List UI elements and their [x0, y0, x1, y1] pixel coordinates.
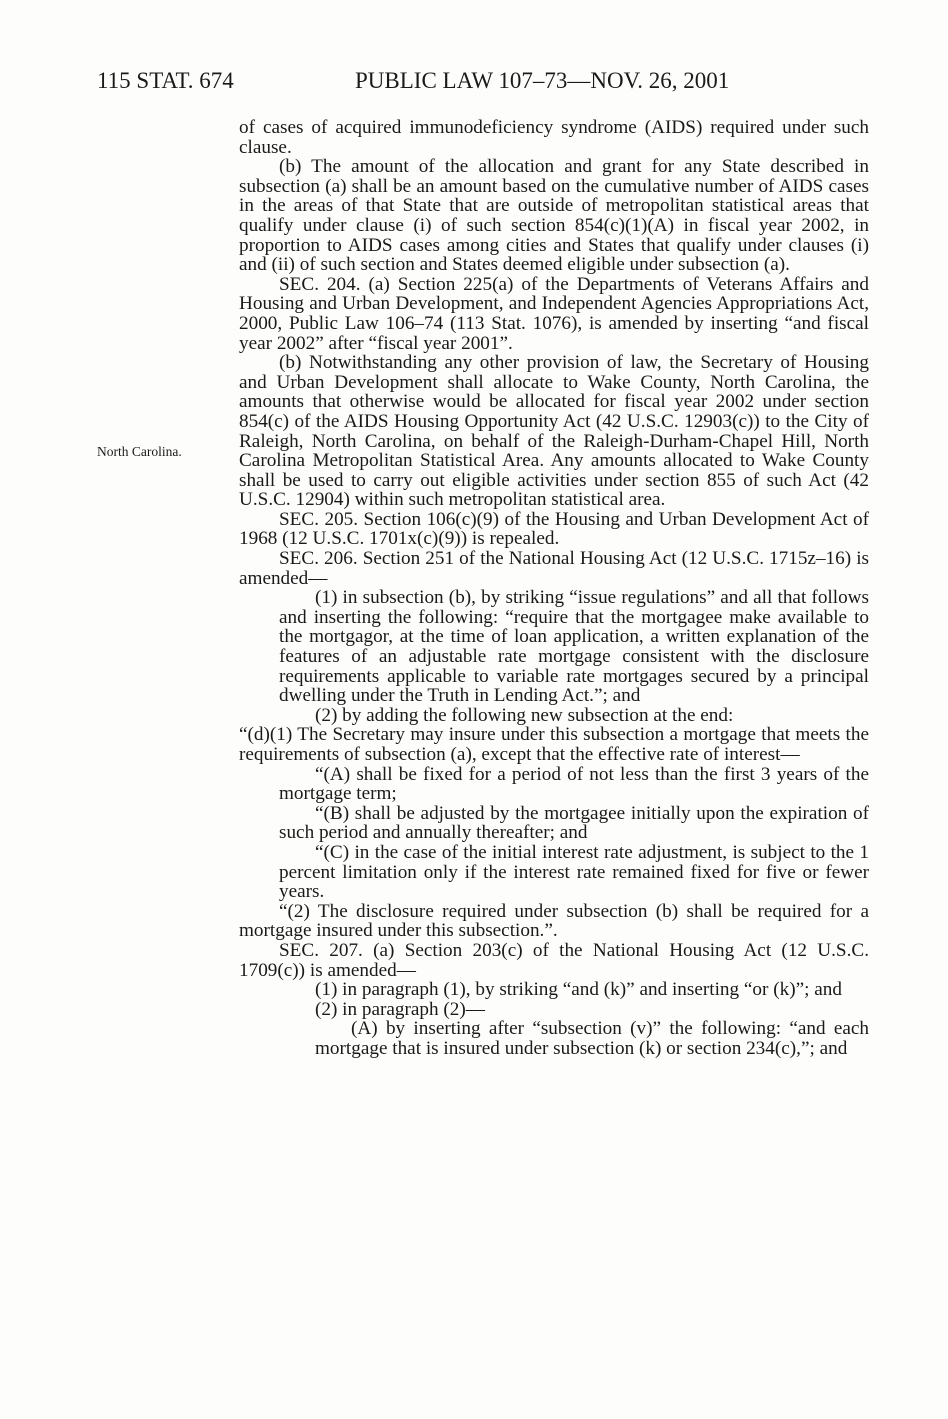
law-title: PUBLIC LAW 107–73—NOV. 26, 2001	[355, 68, 730, 93]
paragraph-sec-204a: SEC. 204. (a) Section 225(a) of the Departments of Veterans Affairs and Housing and Urban Development, and Independent Agencies Appropriations Act, 2000, Public Law 106–74 (113 Stat. 1076), is amended by inserting “and fiscal year 2002” after “fiscal year 2001”.	[239, 273, 869, 354]
paragraph-206-d1-b: “(B) shall be adjusted by the mortgagee initially upon the expiration of such period and annually thereafter; and	[279, 802, 869, 844]
margin-note: North Carolina.	[97, 444, 182, 459]
running-header	[0, 68, 948, 98]
page-reference: 115 STAT. 674	[97, 68, 234, 93]
paragraph-continuation: of cases of acquired immunodeficiency syndrome (AIDS) required under such clause.	[239, 117, 869, 158]
paragraph-sec-205: SEC. 205. Section 106(c)(9) of the Housing and Urban Development Act of 1968 (12 U.S.C. 1701x(c)(9)) is repealed.	[239, 508, 869, 550]
paragraph-206-1: (1) in subsection (b), by striking “issue regulations” and all that follows and inserting the following: “require that the mortgagee make available to the mortgagor, at the time of loan application, a written explanation of the features of an adjustable rate mortgage consistent with the disclosure requirements applicable to variable rate mortgages secured by a principal dwelling under the Truth in Lending Act.”; and	[279, 587, 869, 707]
paragraph-206-d1-c: “(C) in the case of the initial interest rate adjustment, is subject to the 1 percent limitation only if the interest rate remained fixed for five or fewer years.	[279, 841, 869, 903]
paragraph-sec-206: SEC. 206. Section 251 of the National Housing Act (12 U.S.C. 1715z–16) is amended—	[239, 548, 869, 589]
paragraph-206-2: (2) by adding the following new subsection at the end:	[315, 704, 734, 726]
paragraph-207-1: (1) in paragraph (1), by striking “and (k)” and inserting “or (k)”; and	[315, 979, 842, 1001]
paragraph-206-d1: “(d)(1) The Secretary may insure under this subsection a mortgage that meets the requirements of subsection (a), except that the effective rate of interest—	[239, 724, 869, 765]
paragraph-206-d2: “(2) The disclosure required under subsection (b) shall be required for a mortgage insured under this subsection.”.	[239, 900, 869, 942]
paragraph-203b: (b) The amount of the allocation and grant for any State described in subsection (a) shall be an amount based on the cumulative number of AIDS cases in the areas of that State that are outside of metropolitan statistical areas that qualify under clause (i) of such section 854(c)(1)(A) in fiscal year 2002, in proportion to AIDS cases among cities and States that qualify under clauses (i) and (ii) of such section and States deemed eligible under subsection (a).	[239, 156, 869, 276]
paragraph-206-d1-a: “(A) shall be fixed for a period of not less than the first 3 years of the mortgage term;	[279, 763, 869, 805]
body-text	[239, 118, 869, 1059]
paragraph-sec-207a: SEC. 207. (a) Section 203(c) of the National Housing Act (12 U.S.C. 1709(c)) is amended—	[239, 939, 869, 981]
paragraph-207-2-a: (A) by inserting after “subsection (v)” the following: “and each mortgage that is insured under subsection (k) or section 234(c),”; and	[315, 1018, 869, 1059]
paragraph-207-2: (2) in paragraph (2)—	[315, 998, 485, 1020]
paragraph-sec-204b: (b) Notwithstanding any other provision of law, the Secretary of Housing and Urban Development shall allocate to Wake County, North Carolina, the amounts that otherwise would be allocated for fiscal year 2002 under section 854(c) of the AIDS Housing Opportunity Act (42 U.S.C. 12903(c)) to the City of Raleigh, North Carolina, on behalf of the Raleigh-Durham-Chapel Hill, North Carolina Metropolitan Statistical Area. Any amounts allocated to Wake County shall be used to carry out eligible activities under section 855 of such Act (42 U.S.C. 12904) within such metropolitan statistical area.	[239, 352, 869, 511]
